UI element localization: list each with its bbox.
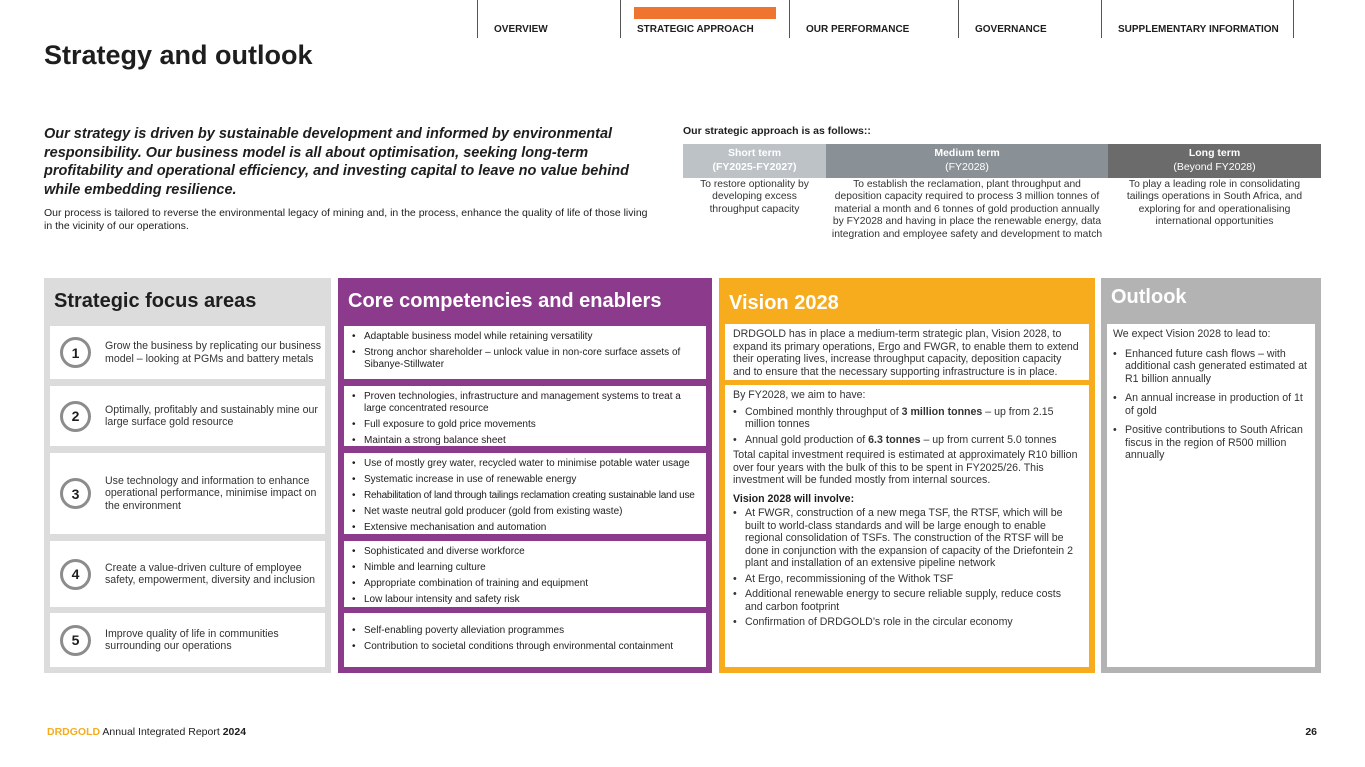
vision-2028-panel [719,278,1095,673]
competency-item: • Maintain a strong balance sheet [352,435,698,447]
active-tab-indicator [634,7,776,19]
competency-item: • Low labour intensity and safety risk [352,594,698,606]
approach-term: Long term [1188,147,1241,159]
competency-group [344,386,706,446]
outlook-title: Outlook [1111,286,1187,308]
outlook-item: • An annual increase in production of 1t of gold [1113,392,1309,417]
focus-item [50,613,325,667]
competency-item: • Net waste neutral gold producer (gold from existing waste) [352,506,698,518]
competency-item: • Contribution to societal conditions through environmental containment [352,641,698,653]
footer [47,726,246,738]
focus-number-badge: 3 [60,478,91,509]
vision-involve-item: • Confirmation of DRDGOLD’s role in the circular economy [733,616,1081,629]
page-title: Strategy and outlook [44,40,313,70]
intro-lead-paragraph: Our strategy is driven by sustainable development and informed by environmental responsibility. Our business model is all about optimisation, seeking long-term profitability and operational efficiency, and investing capital to leave no value behind while embedding resilience. [44,126,629,198]
approach-header [683,144,826,178]
vision-title: Vision 2028 [729,292,839,314]
focus-text: Use technology and information to enhance operational performance, minimise impact on the environment [105,474,317,512]
tab-supplementary-information[interactable]: SUPPLEMENTARY INFORMATION [1101,0,1294,38]
vision-aim: • Annual gold production of 6.3 tonnes – up from current 5.0 tonnes [733,434,1081,447]
competency-item: • Use of mostly grey water, recycled water to minimise potable water usage [352,458,698,470]
competency-item: • Systematic increase in use of renewable energy [352,474,698,486]
approach-description: To play a leading role in consolidating tailings operations in South Africa, and exploring for and operationalising international opportunities [1126,179,1303,228]
focus-text: Improve quality of life in communities surrounding our operations [105,627,279,652]
vision-involve-item: • Additional renewable energy to secure reliable supply, reduce costs and carbon footprint [733,588,1081,613]
tab-governance[interactable]: GOVERNANCE [958,0,1101,38]
approach-term: Short term [727,147,782,159]
approach-period: (FY2028) [945,161,989,173]
focus-title: Strategic focus areas [54,290,257,312]
competency-item: • Self-enabling poverty alleviation programmes [352,625,698,637]
footer-report-name: Annual Integrated Report [100,726,223,738]
vision-involve-item: • At FWGR, construction of a new mega TSF, the RTSF, which will be built to world-class standards and will be large enough to enable regional consolidation of TSFs. The construction of the RTSF will be done in conjunction with the expansion of capacity of the Driefontein 2 plant and installation of an extensive pipeline network [733,507,1081,570]
focus-text: Grow the business by replicating our business model – looking at PGMs and battery metals [105,340,322,365]
approach-header [826,144,1108,178]
outlook-card [1107,324,1315,667]
competency-group [344,453,706,534]
tab-strategic-approach[interactable]: STRATEGIC APPROACH [620,0,789,38]
outlook-panel [1101,278,1321,673]
focus-item [50,326,325,379]
approach-description: To restore optionality by developing excess throughput capacity [700,179,809,215]
intro-body-paragraph: Our process is tailored to reverse the environmental legacy of mining and, in the process, enhance the quality of life of those living in the vicinity of our operations. [44,207,648,232]
competencies-title: Core competencies and enablers [348,290,662,312]
outlook-item: • Enhanced future cash flows – with additional cash generated estimated at R1 billion annually [1113,348,1309,386]
focus-item [50,386,325,446]
competency-item: • Rehabilitation of land through tailings reclamation creating sustainable land use [352,490,698,502]
competency-group [344,541,706,607]
competency-item: • Proven technologies, infrastructure and management systems to treat a large concentrated resource [352,391,698,415]
competency-item: • Extensive mechanisation and automation [352,522,698,534]
tab-our-performance[interactable]: OUR PERFORMANCE [789,0,958,38]
vision-intro: DRDGOLD has in place a medium-term strategic plan, Vision 2028, to expand its primary operations, Ergo and FWGR, to enable them to extend their operating lives, increase throughput capacity, deposition capacity and to ensure that the necessary supporting infrastructure is in place. [733,328,1079,378]
vision-intro-card [725,324,1089,380]
competency-item: • Full exposure to gold price movements [352,419,698,431]
footer-year: 2024 [222,726,247,738]
focus-text: Create a value-driven culture of employee safety, empowerment, diversity and inclusion [105,561,316,586]
approach-term: Medium term [934,147,1000,159]
approach-period: (FY2025-FY2027) [712,161,797,173]
competency-item: • Appropriate combination of training and equipment [352,578,698,590]
vision-involve-item: • At Ergo, recommissioning of the Withok TSF [733,573,1081,586]
strategic-focus-panel [44,278,331,673]
focus-item [50,453,325,534]
focus-number-badge: 5 [60,625,91,656]
approach-heading: Our strategic approach is as follows:: [683,125,871,137]
focus-number-badge: 1 [60,337,91,368]
competency-group [344,613,706,667]
vision-aim: • Combined monthly throughput of 3 million tonnes – up from 2.15 million tonnes [733,406,1081,431]
focus-number-badge: 4 [60,559,91,590]
focus-number-badge: 2 [60,401,91,432]
outlook-item: • Positive contributions to South African fiscus in the region of R500 million annually [1113,424,1309,462]
top-navigation [477,0,1294,38]
approach-header [1108,144,1321,178]
page-number: 26 [1305,726,1317,738]
approach-medium-term [826,144,1108,241]
footer-brand: DRDGOLD [47,726,101,738]
competency-item: • Sophisticated and diverse workforce [352,546,698,558]
vision-involve-heading: Vision 2028 will involve: [733,492,855,505]
approach-period: (Beyond FY2028) [1173,161,1256,173]
vision-detail-card [725,385,1089,667]
outlook-intro: We expect Vision 2028 to lead to: [1113,328,1271,340]
competency-item: • Adaptable business model while retaining versatility [352,331,698,343]
approach-long-term [1108,144,1321,241]
approach-table [683,144,1321,241]
approach-description: To establish the reclamation, plant throughput and deposition capacity required to process 3 million tonnes of material a month and 6 tonnes of gold production annually by FY2028 and having in place the renewable energy, data integration and employee safety and development to match [831,179,1103,240]
focus-text: Optimally, profitably and sustainably mine our large surface gold resource [105,403,318,428]
competency-item: • Nimble and learning culture [352,562,698,574]
vision-capex: Total capital investment required is estimated at approximately R10 billion over four years with the bulk of this to be spent in FY2025/26. This investment will be funded mostly from internal sources. [733,449,1078,486]
competency-group [344,326,706,379]
competency-item: • Strong anchor shareholder – unlock value in non-core surface assets of Sibanye-Stillwater [352,347,698,371]
tab-overview[interactable]: OVERVIEW [477,0,620,38]
focus-item [50,541,325,607]
core-competencies-panel [338,278,712,673]
vision-aim-heading: By FY2028, we aim to have: [733,389,866,401]
approach-short-term [683,144,826,241]
